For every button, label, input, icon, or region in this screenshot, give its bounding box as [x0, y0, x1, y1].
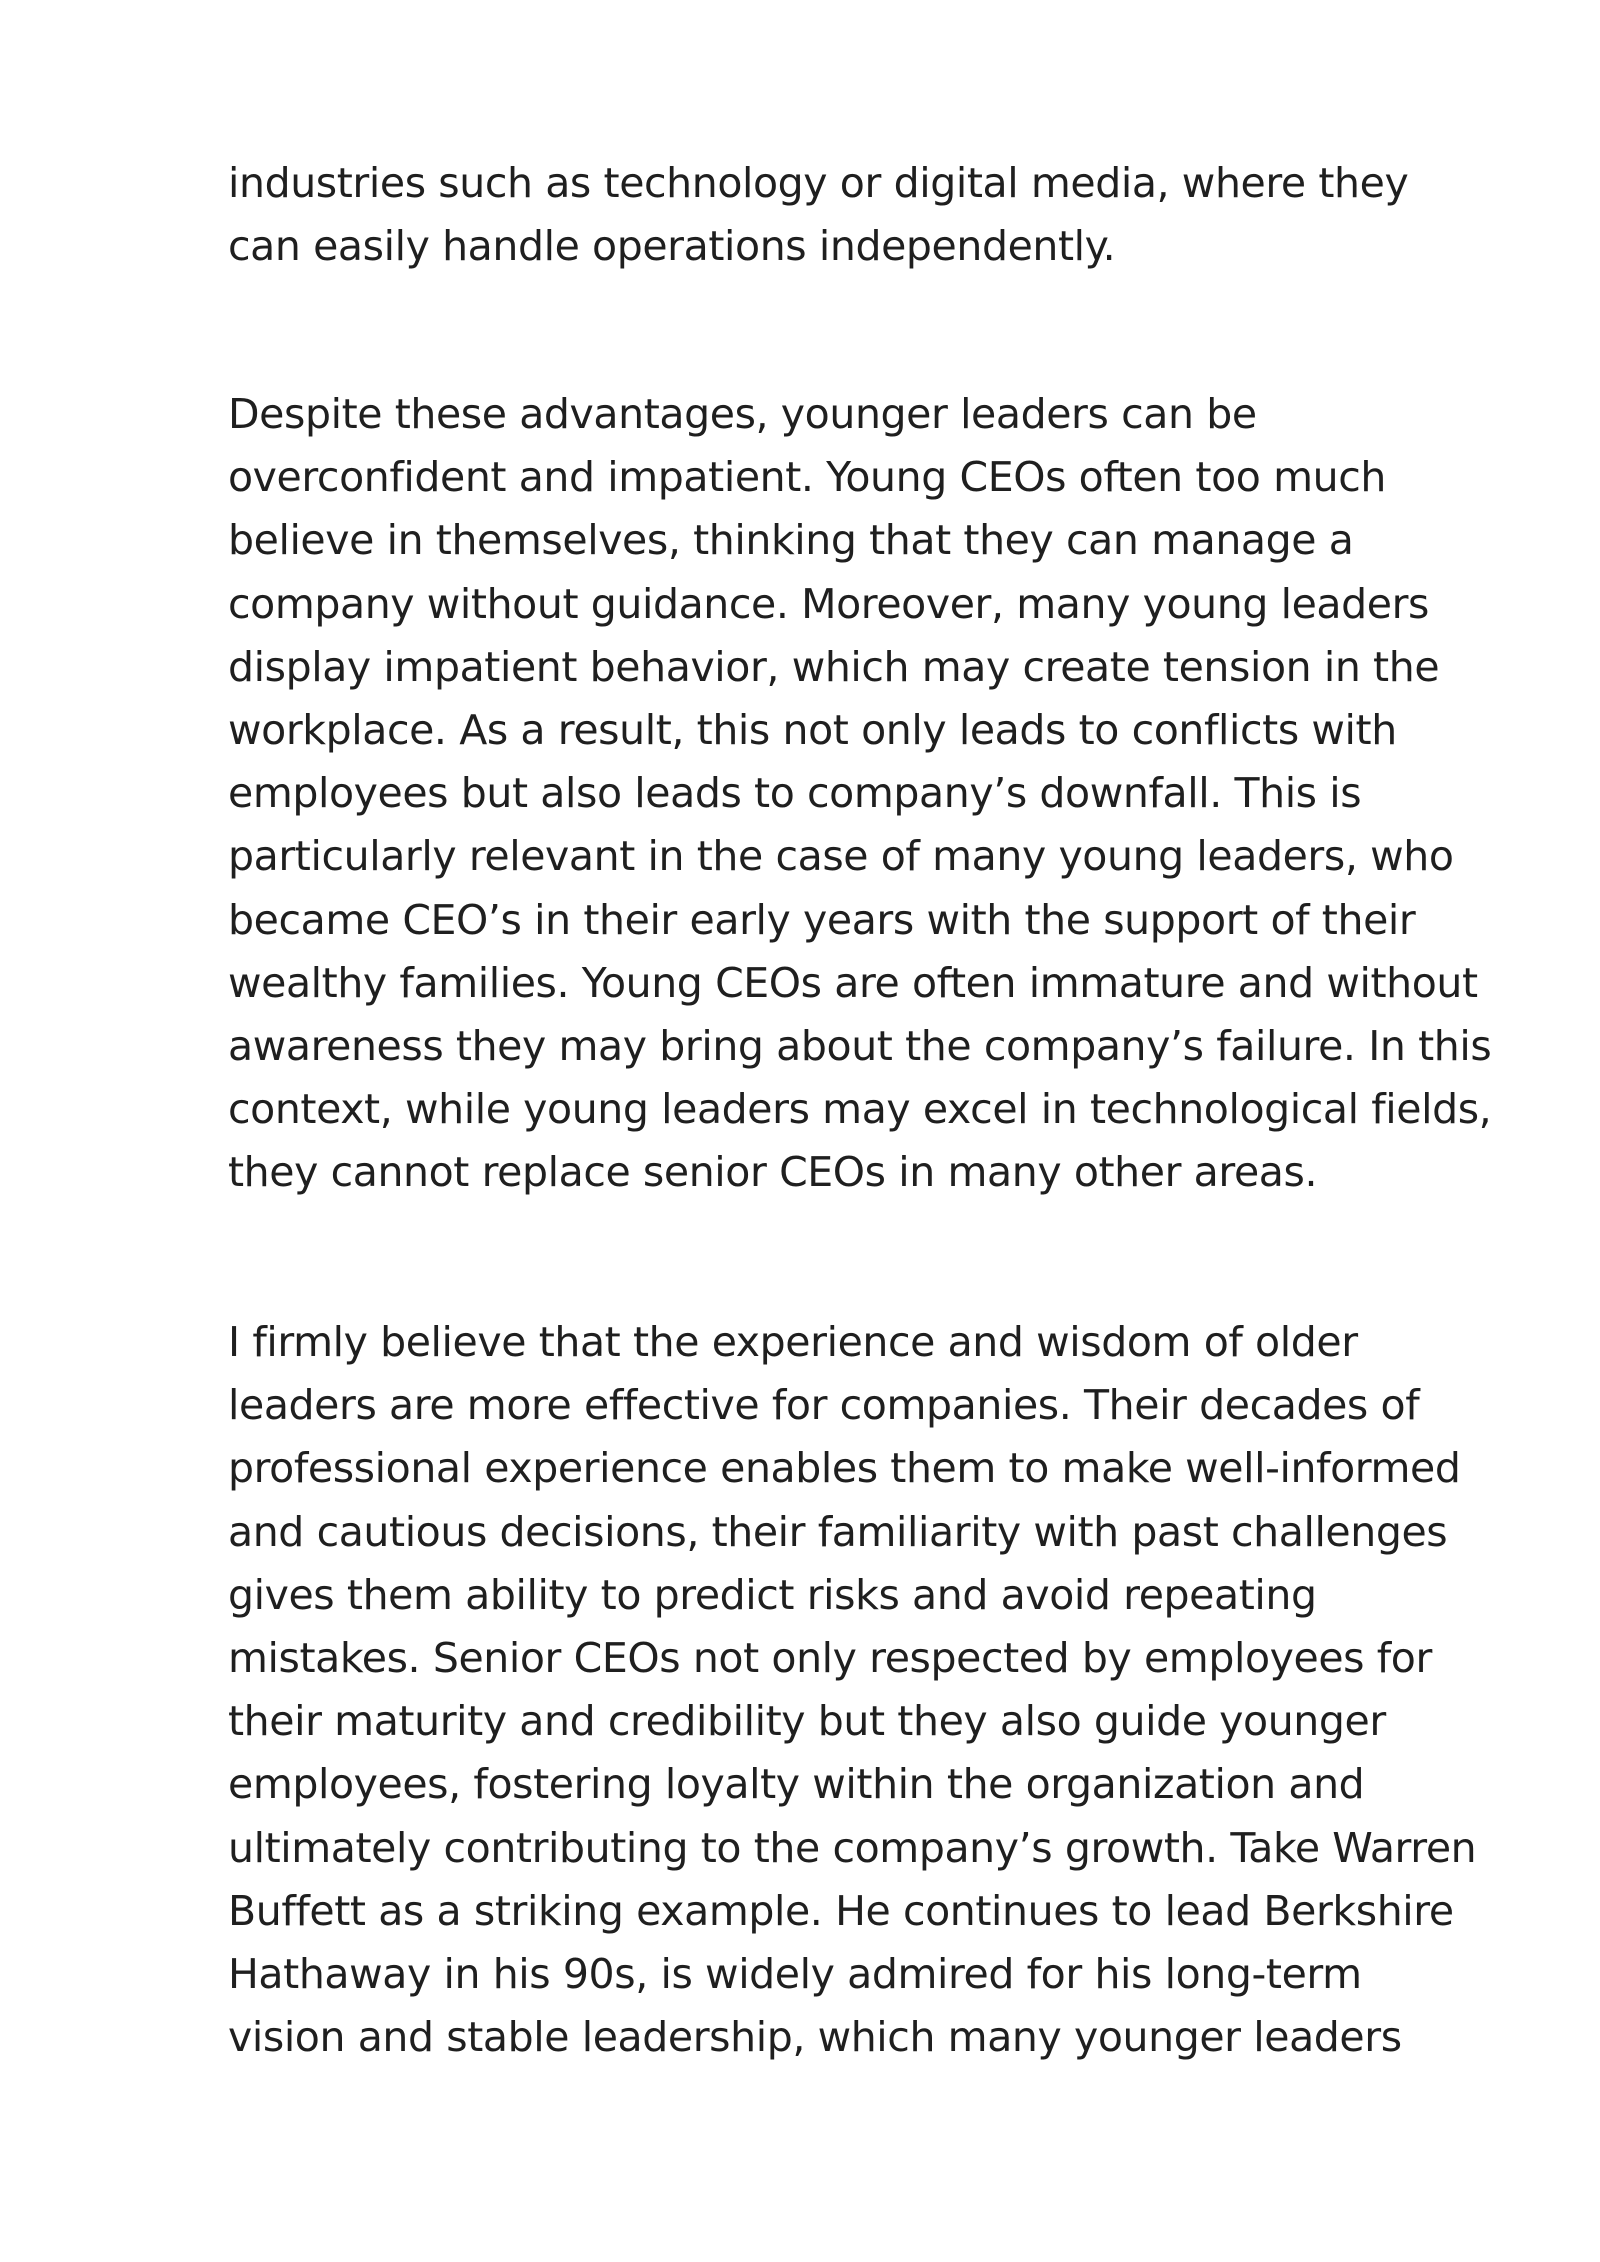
paragraph-line: employees but also leads to company’s downfall. This is [228, 769, 1362, 818]
paragraph-line: their maturity and credibility but they also guide younger [228, 1697, 1386, 1746]
paragraph-line: can easily handle operations independently. [228, 222, 1116, 271]
paragraph-line: company without guidance. Moreover, many young leaders [228, 579, 1429, 628]
paragraph-line: Hathaway in his 90s, is widely admired for his long-term [228, 1950, 1362, 1999]
paragraph-line: Despite these advantages, younger leaders can be [228, 390, 1257, 438]
paragraph-line: leaders are more effective for companies. Their decades of [228, 1381, 1420, 1430]
paragraph-line: awareness they may bring about the company’s failure. In this [228, 1022, 1492, 1071]
paragraph-line: context, while young leaders may excel in technological fields, [228, 1085, 1492, 1134]
paragraph-line: and cautious decisions, their familiarity with past challenges [228, 1507, 1448, 1556]
paragraph-line: industries such as technology or digital media, where they [228, 159, 1409, 207]
paragraph-3 [228, 1311, 1476, 2069]
paragraph-line: professional experience enables them to make well-informed [228, 1444, 1461, 1493]
paragraph-1 [228, 152, 1408, 278]
paragraph-line: display impatient behavior, which may create tension in the [228, 642, 1440, 691]
paragraph-line: wealthy families. Young CEOs are often immature and without [228, 958, 1478, 1007]
paragraph-line: believe in themselves, thinking that they can manage a [228, 516, 1354, 565]
paragraph-line: mistakes. Senior CEOs not only respected by employees for [228, 1634, 1432, 1683]
paragraph-line: became CEO’s in their early years with the support of their [228, 895, 1416, 944]
paragraph-line: ultimately contributing to the company’s growth. Take Warren [228, 1823, 1477, 1872]
paragraph-line: employees, fostering loyalty within the organization and [228, 1760, 1365, 1809]
paragraph-line: they cannot replace senior CEOs in many other areas. [228, 1148, 1318, 1197]
paragraph-line: Buffett as a striking example. He continues to lead Berkshire [228, 1886, 1454, 1935]
paragraph-2 [228, 383, 1491, 1205]
paragraph-line: particularly relevant in the case of many young leaders, who [228, 832, 1454, 881]
paragraph-line: vision and stable leadership, which many younger leaders [228, 2013, 1402, 2062]
paragraph-line: overconfident and impatient. Young CEOs often too much [228, 453, 1386, 502]
paragraph-line: gives them ability to predict risks and avoid repeating [228, 1570, 1317, 1619]
paragraph-line: I firmly believe that the experience and wisdom of older [228, 1318, 1358, 1366]
paragraph-line: workplace. As a result, this not only leads to conflicts with [228, 706, 1397, 755]
